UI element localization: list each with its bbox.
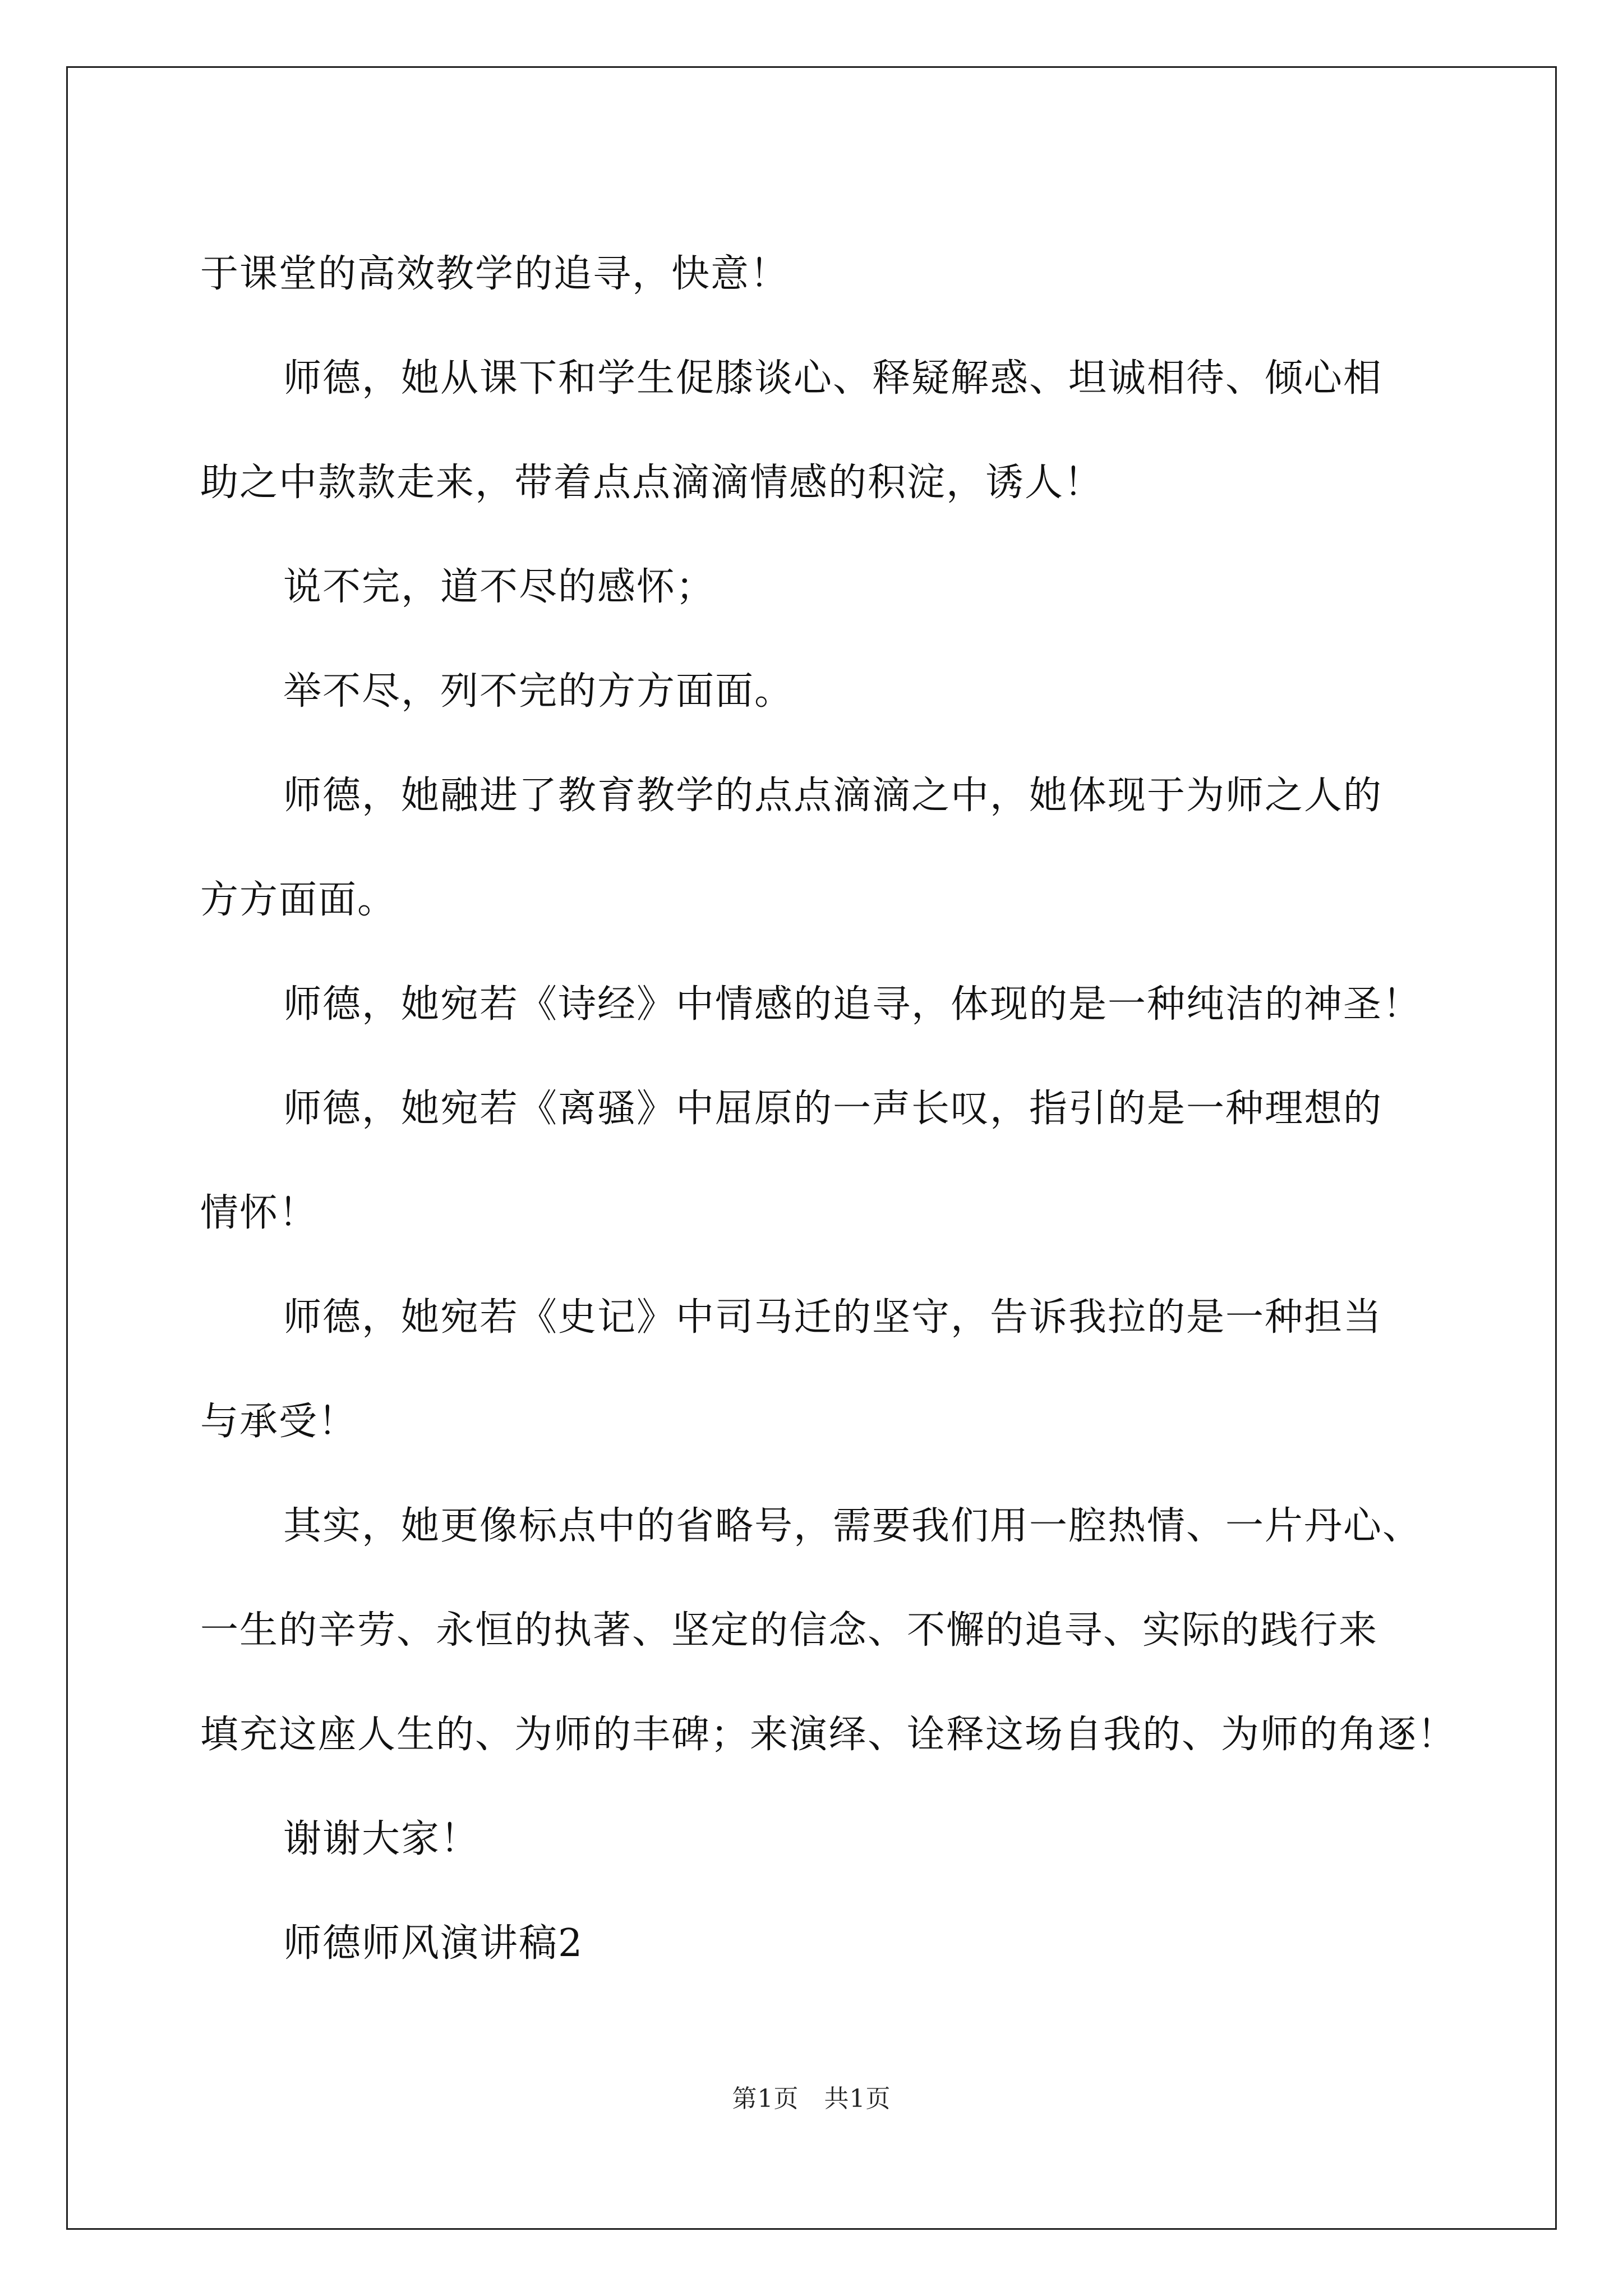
document-body xyxy=(200,222,1473,1996)
paragraph-line: 师德，她宛若《离骚》中屈原的一声长叹，指引的是一种理想的 xyxy=(283,1087,1383,1131)
closing-line: 谢谢大家！ xyxy=(283,1817,480,1861)
page-footer xyxy=(0,2078,1623,2114)
paragraph-line: 师德，她宛若《诗经》中情感的追寻，体现的是一种纯洁的神圣！ xyxy=(283,982,1422,1027)
section-heading: 师德师风演讲稿2 xyxy=(283,1921,584,1966)
paragraph-line: 于课堂的高效教学的追寻，快意！ xyxy=(200,252,790,296)
paragraph-line: 其实，她更像标点中的省略号，需要我们用一腔热情、一片丹心、 xyxy=(283,1504,1422,1548)
paragraph-line: 与承受！ xyxy=(200,1400,358,1444)
paragraph-line: 情怀！ xyxy=(200,1191,319,1235)
paragraph-line: 师德，她融进了教育教学的点点滴滴之中，她体现于为师之人的 xyxy=(283,774,1383,818)
paragraph-line: 师德，她从课下和学生促膝谈心、释疑解惑、坦诚相待、倾心相 xyxy=(283,356,1383,401)
paragraph-line: 方方面面。 xyxy=(200,878,397,922)
paragraph-line: 一生的辛劳、永恒的执著、坚定的信念、不懈的追寻、实际的践行来 xyxy=(200,1608,1378,1653)
paragraph-line: 师德，她宛若《史记》中司马迁的坚守，告诉我拉的是一种担当 xyxy=(283,1295,1383,1340)
paragraph-line: 举不尽，列不完的方方面面。 xyxy=(283,669,794,714)
page-number: 第1页 共1页 xyxy=(732,2085,891,2113)
paragraph-line: 助之中款款走来，带着点点滴滴情感的积淀，诱人！ xyxy=(200,461,1104,505)
paragraph-line: 说不完，道不尽的感怀； xyxy=(283,565,716,609)
paragraph-line: 填充这座人生的、为师的丰碑；来演绎、诠释这场自我的、为师的角逐！ xyxy=(200,1713,1457,1757)
